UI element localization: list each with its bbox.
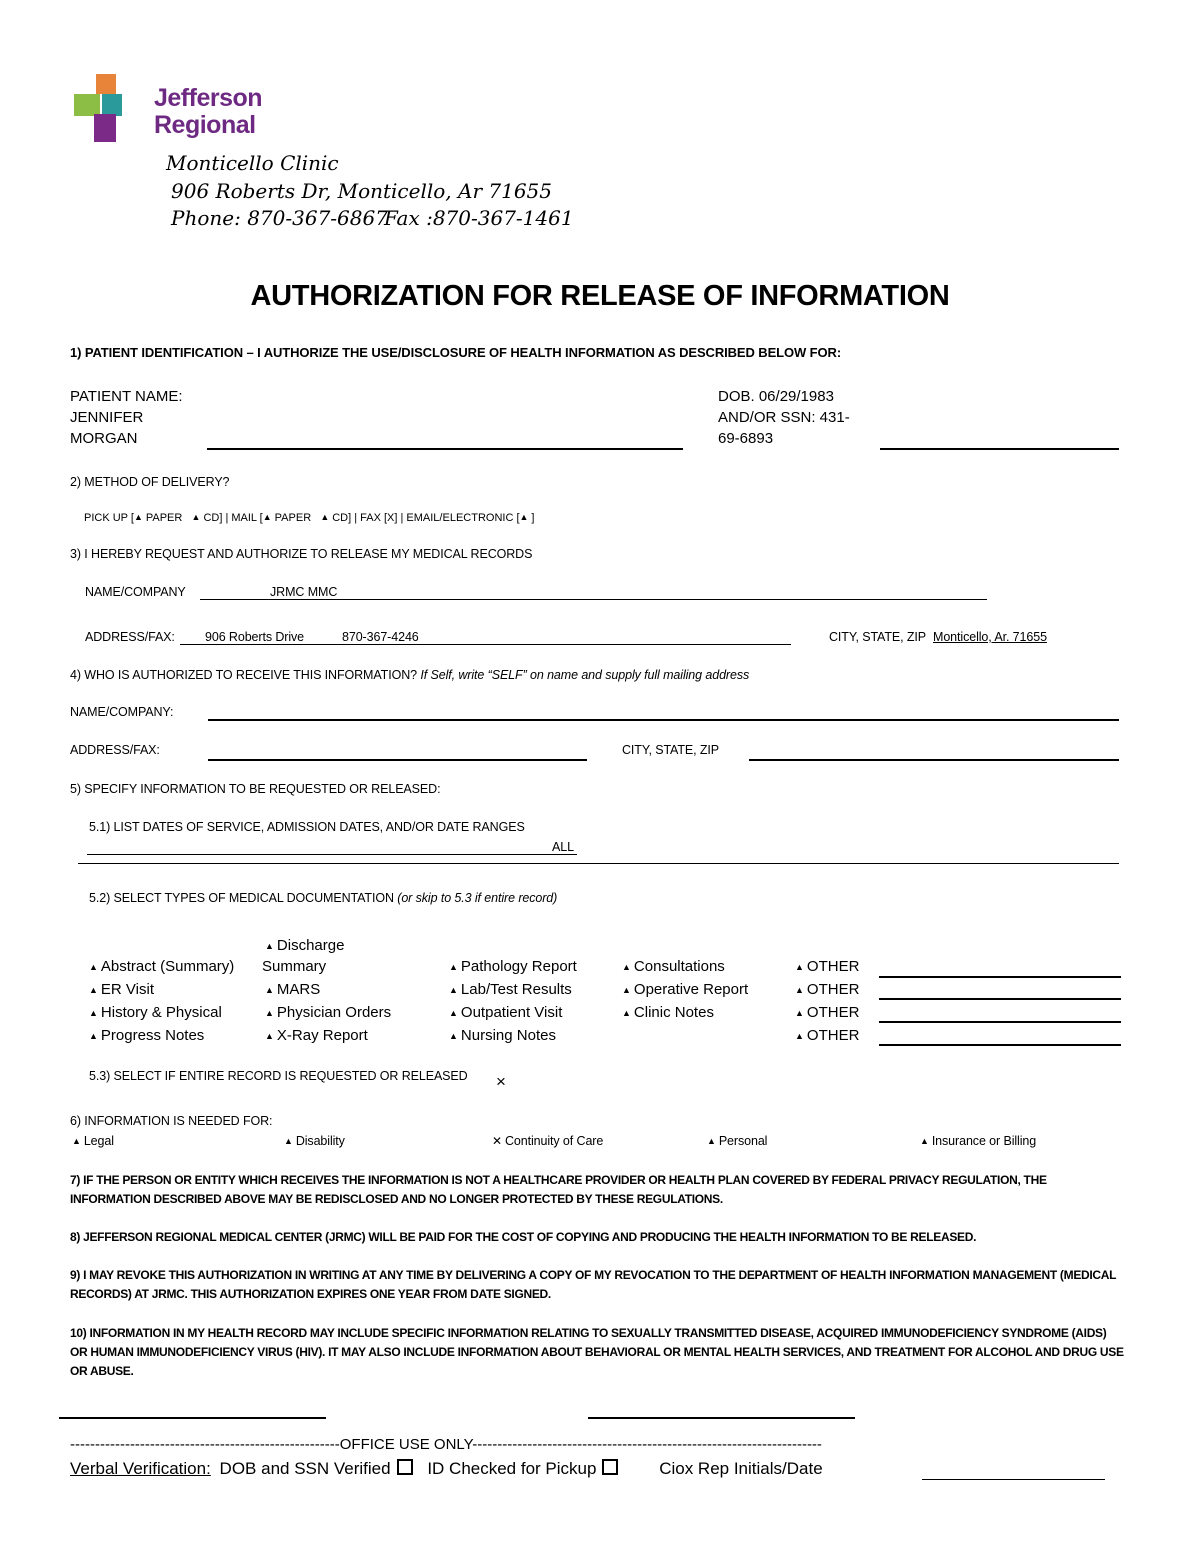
purpose-insurance[interactable]: ▲ Insurance or Billing (920, 1134, 1037, 1148)
dates-line-upper (87, 854, 577, 855)
patient-first-name: JENNIFER (70, 409, 144, 426)
disability-checkbox-icon[interactable]: ▲ (284, 1136, 293, 1146)
s52-heading: 5.2) SELECT TYPES OF MEDICAL DOCUMENTATION (or skip to 5.3 if entire record) (89, 891, 558, 905)
purpose-continuity[interactable]: ✕ Continuity of Care (492, 1134, 604, 1148)
other-line-1[interactable] (879, 976, 1121, 978)
doc-other-4[interactable]: ▲ OTHER (795, 1027, 860, 1044)
recipient-csz-label: CITY, STATE, ZIP (622, 743, 720, 757)
s4-heading: 4) WHO IS AUTHORIZED TO RECEIVE THIS INFORMATION? If Self, write “SELF” on name and supply full mailing address (70, 668, 750, 682)
purpose-disability[interactable]: ▲ Disability (284, 1134, 345, 1148)
date-line[interactable] (588, 1417, 855, 1419)
discharge-checkbox-icon[interactable]: ▲ (265, 941, 274, 951)
cd-checkbox-icon[interactable]: ▲ (191, 512, 201, 522)
office-verification-row (70, 1459, 823, 1479)
doc-mars[interactable]: ▲ MARS (265, 981, 321, 998)
release-address-label: ADDRESS/FAX: (85, 630, 175, 644)
clinic-fax: Fax :870-367-1461 (384, 206, 574, 230)
recipient-csz-line[interactable] (749, 759, 1119, 761)
pickup-label: PICK UP [ (84, 512, 134, 524)
release-csz-value[interactable]: Monticello, Ar. 71655 (933, 630, 1047, 644)
mars-checkbox-icon[interactable]: ▲ (265, 985, 274, 995)
ciox-label: Ciox Rep Initials/Date (659, 1459, 823, 1478)
s5-heading: 5) SPECIFY INFORMATION TO BE REQUESTED OR RELEASED: (70, 782, 441, 796)
email-checkbox-icon[interactable]: ▲ (519, 512, 529, 522)
email-label: ] | EMAIL/ELECTRONIC [ (394, 512, 520, 524)
dob-value: DOB. 06/29/1983 (718, 388, 834, 405)
patient-name-line[interactable] (207, 448, 683, 450)
office-use-banner: ------------------------------------------------------OFFICE USE ONLY---------------------------------------------------------------------- (70, 1436, 822, 1453)
s4-note: If Self, write “SELF” on name and supply full mailing address (420, 668, 750, 682)
paper-checkbox-icon[interactable]: ▲ (133, 512, 143, 522)
doc-clinic-notes[interactable]: ▲ Clinic Notes (622, 1004, 714, 1021)
release-fax-value[interactable]: 870-367-4246 (342, 630, 419, 644)
logo (74, 74, 304, 144)
purpose-legal[interactable]: ▲ Legal (72, 1134, 114, 1148)
clinic-notes-checkbox-icon[interactable]: ▲ (622, 1008, 631, 1018)
progress-checkbox-icon[interactable]: ▲ (89, 1031, 98, 1041)
doc-physician-orders[interactable]: ▲ Physician Orders (265, 1004, 392, 1021)
delivery-methods: PICK UP [▲ PAPER ▲ CD] | MAIL [▲ PAPER ▲ CD] | FAX [X] | EMAIL/ELECTRONIC [▲ ] (84, 512, 535, 524)
ssn-value: 69-6893 (718, 430, 774, 447)
s3-heading: 3) I HEREBY REQUEST AND AUTHORIZE TO RELEASE MY MEDICAL RECORDS (70, 547, 533, 561)
doc-pathology[interactable]: ▲ Pathology Report (449, 958, 577, 975)
doc-xray[interactable]: ▲ X-Ray Report (265, 1027, 368, 1044)
patient-name-label: PATIENT NAME: (70, 388, 183, 405)
doc-discharge[interactable]: ▲ Discharge (265, 937, 345, 954)
operative-checkbox-icon[interactable]: ▲ (622, 985, 631, 995)
s53-heading: 5.3) SELECT IF ENTIRE RECORD IS REQUESTED OR RELEASED (89, 1069, 468, 1083)
doc-other-2[interactable]: ▲ OTHER (795, 981, 860, 998)
verbal-verification-label: Verbal Verification: (70, 1459, 211, 1478)
personal-checkbox-icon[interactable]: ▲ (707, 1136, 716, 1146)
doc-nursing[interactable]: ▲ Nursing Notes (449, 1027, 556, 1044)
mail-paper-checkbox-icon[interactable]: ▲ (262, 512, 272, 522)
doc-abstract[interactable]: ▲ Abstract (Summary) (89, 958, 235, 975)
xray-checkbox-icon[interactable]: ▲ (265, 1031, 274, 1041)
ssn-label: AND/OR SSN: 431- (718, 409, 850, 426)
clinic-address: 906 Roberts Dr, Monticello, Ar 71655 (171, 179, 553, 203)
purpose-personal[interactable]: ▲ Personal (707, 1134, 768, 1148)
insurance-checkbox-icon[interactable]: ▲ (920, 1136, 929, 1146)
doc-lab[interactable]: ▲ Lab/Test Results (449, 981, 572, 998)
paper-label: PAPER (145, 512, 183, 524)
cd-label: CD] | MAIL [ (203, 512, 263, 524)
nursing-checkbox-icon[interactable]: ▲ (449, 1031, 458, 1041)
clause-7: 7) IF THE PERSON OR ENTITY WHICH RECEIVES THE INFORMATION IS NOT A HEALTHCARE PROVIDER OR HEALTH PLAN COVERED BY FEDERAL PRIVACY REGULATION, THE INFORMATION DESCRIBED ABOVE MAY BE REDISCLOSED AND NO LONGER PROTECTED BY THESE REGULATIONS. (70, 1173, 1047, 1206)
other2-checkbox-icon[interactable]: ▲ (795, 985, 804, 995)
dob-ssn-checkbox[interactable] (397, 1459, 413, 1475)
abstract-checkbox-icon[interactable]: ▲ (89, 962, 98, 972)
s1-heading: 1) PATIENT IDENTIFICATION – I AUTHORIZE THE USE/DISCLOSURE OF HEALTH INFORMATION AS DESCRIBED BELOW FOR: (70, 345, 842, 360)
clinic-name: Monticello Clinic (166, 151, 339, 175)
pathology-checkbox-icon[interactable]: ▲ (449, 962, 458, 972)
logo-line2: Regional (154, 111, 256, 139)
clause-8: 8) JEFFERSON REGIONAL MEDICAL CENTER (JRMC) WILL BE PAID FOR THE COST OF COPYING AND PRODUCING THE HEALTH INFORMATION TO BE RELEASED. (70, 1230, 977, 1244)
doc-history-physical[interactable]: ▲ History & Physical (89, 1004, 222, 1021)
release-name-line (200, 599, 987, 600)
s2-heading: 2) METHOD OF DELIVERY? (70, 475, 230, 489)
legal-checkbox-icon[interactable]: ▲ (72, 1136, 81, 1146)
id-checked-label: ID Checked for Pickup (427, 1459, 597, 1478)
other-line-2[interactable] (879, 998, 1121, 1000)
outpatient-checkbox-icon[interactable]: ▲ (449, 1008, 458, 1018)
dob-ssn-label: DOB and SSN Verified (219, 1459, 391, 1478)
cross-logo-icon (74, 74, 122, 142)
mail-cd-checkbox-icon[interactable]: ▲ (320, 512, 330, 522)
other1-checkbox-icon[interactable]: ▲ (795, 962, 804, 972)
other3-checkbox-icon[interactable]: ▲ (795, 1008, 804, 1018)
recipient-address-label: ADDRESS/FAX: (70, 743, 160, 757)
fax-checked-mark[interactable]: X (387, 512, 395, 524)
other-line-3[interactable] (879, 1021, 1121, 1023)
doc-outpatient[interactable]: ▲ Outpatient Visit (449, 1004, 563, 1021)
doc-er-visit[interactable]: ▲ ER Visit (89, 981, 154, 998)
recipient-name-label: NAME/COMPANY: (70, 705, 174, 719)
hp-checkbox-icon[interactable]: ▲ (89, 1008, 98, 1018)
orders-checkbox-icon[interactable]: ▲ (265, 1008, 274, 1018)
other-line-4[interactable] (879, 1044, 1121, 1046)
doc-consultations[interactable]: ▲ Consultations (622, 958, 725, 975)
id-checked-checkbox[interactable] (602, 1459, 618, 1475)
release-address-value[interactable]: 906 Roberts Drive (205, 630, 305, 644)
release-address-line (180, 644, 791, 645)
lab-checkbox-icon[interactable]: ▲ (449, 985, 458, 995)
entire-record-mark[interactable]: × (496, 1072, 506, 1091)
doc-other-1[interactable]: ▲ OTHER (795, 958, 860, 975)
patient-last-name: MORGAN (70, 430, 138, 447)
release-csz-label: CITY, STATE, ZIP (829, 630, 927, 644)
other4-checkbox-icon[interactable]: ▲ (795, 1031, 804, 1041)
clause-10: 10) INFORMATION IN MY HEALTH RECORD MAY INCLUDE SPECIFIC INFORMATION RELATING TO SEXUALLY TRANSMITTED DISEASE, ACQUIRED IMMUNODEFICIENCY SYNDROME (AIDS) OR HUMAN IMMUNODEFICIENCY VIRUS (HIV). IT MAY ALSO INCLUDE INFORMATION ABOUT BEHAVIORAL OR MENTAL HEALTH SERVICES, AND TREATMENT FOR ALCOHOL AND DRUG USE OR ABUSE. (70, 1326, 1124, 1378)
dob-line[interactable] (880, 448, 1119, 450)
logo-line1: Jefferson (154, 84, 263, 112)
clause-9: 9) I MAY REVOKE THIS AUTHORIZATION IN WRITING AT ANY TIME BY DELIVERING A COPY OF MY REVOCATION TO THE DEPARTMENT OF HEALTH INFORMATION MANAGEMENT (MEDICAL RECORDS) AT JRMC. THIS AUTHORIZATION EXPIRES ONE YEAR FROM DATE SIGNED. (70, 1268, 1116, 1301)
mail-paper-label: PAPER (274, 512, 312, 524)
clinic-phone: Phone: 870-367-6867 (171, 206, 388, 230)
doc-discharge-2: Summary (262, 958, 327, 975)
doc-other-3[interactable]: ▲ OTHER (795, 1004, 860, 1021)
recipient-name-line[interactable] (208, 719, 1119, 721)
page-title: AUTHORIZATION FOR RELEASE OF INFORMATION (250, 280, 950, 312)
signature-line[interactable] (59, 1417, 326, 1419)
doc-operative[interactable]: ▲ Operative Report (622, 981, 749, 998)
ciox-initials-line[interactable] (922, 1479, 1105, 1480)
s6-heading: 6) INFORMATION IS NEEDED FOR: (70, 1114, 273, 1128)
dates-value[interactable]: ALL (552, 840, 574, 854)
dates-line (78, 863, 1119, 864)
consult-checkbox-icon[interactable]: ▲ (622, 962, 631, 972)
er-checkbox-icon[interactable]: ▲ (89, 985, 98, 995)
doc-progress-notes[interactable]: ▲ Progress Notes (89, 1027, 205, 1044)
continuity-checked-icon[interactable]: ✕ (492, 1134, 502, 1148)
release-name-value[interactable]: JRMC MMC (270, 585, 338, 599)
recipient-address-line[interactable] (208, 759, 587, 761)
mail-cd-label: CD] | FAX [ (332, 512, 388, 524)
s51-heading: 5.1) LIST DATES OF SERVICE, ADMISSION DATES, AND/OR DATE RANGES (89, 820, 525, 834)
release-name-label: NAME/COMPANY (85, 585, 186, 599)
